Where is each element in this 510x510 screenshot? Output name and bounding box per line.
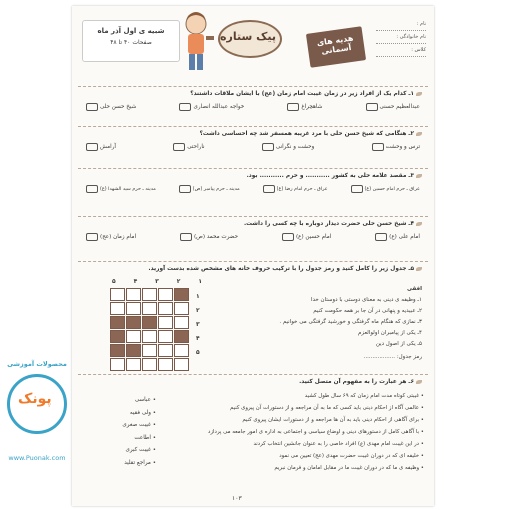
option[interactable] <box>179 185 240 193</box>
option[interactable] <box>372 143 420 151</box>
match-item-text: برای آگاهی از احکام دینی باید به آن ها مراجعه و از دستورات ایشان پیروی کنیم <box>242 417 420 423</box>
question-5 <box>78 261 428 272</box>
crossword-cell[interactable] <box>174 302 189 315</box>
crossword-clues <box>217 284 422 363</box>
checkbox[interactable] <box>351 185 363 193</box>
question-6 <box>78 374 428 385</box>
question-1-options <box>78 97 428 111</box>
match-item[interactable]: • برای آگاهی از احکام دینی باید به آن ها مراجعه و از دستورات ایشان پیروی کنیم <box>242 417 424 423</box>
crossword-cell[interactable] <box>110 358 125 371</box>
match-item-text: با آگاهی کامل از دستورهای دینی و اوضاع سیاسی و اجتماعی به اداره ی امور جامعه می پردازد <box>208 429 420 435</box>
option[interactable] <box>262 143 314 151</box>
crossword-cell[interactable] <box>126 330 141 343</box>
leaf-icon <box>416 222 422 226</box>
row-number: ۲ <box>196 307 200 314</box>
checkbox[interactable] <box>86 185 98 193</box>
crossword-cell-blocked <box>110 344 125 357</box>
crossword-cell-blocked <box>142 316 157 329</box>
crossword-cell[interactable] <box>142 344 157 357</box>
crossword-grid <box>110 288 189 371</box>
divider <box>78 86 428 87</box>
match-answer[interactable]: • غیبت کبری <box>125 447 156 453</box>
column-number: ۳ <box>155 278 159 285</box>
option-label: ترس و وحشت <box>385 144 420 150</box>
crossword-cell[interactable] <box>142 330 157 343</box>
question-text: ۶ـ هر عبارت را به مفهوم آن متصل کنید. <box>299 379 414 385</box>
answer-text: غیبت صغری <box>122 422 151 428</box>
crossword-cell[interactable] <box>158 358 173 371</box>
match-answer[interactable]: • غیبت صغری <box>122 422 156 428</box>
column-number: ۲ <box>176 278 181 285</box>
option[interactable] <box>180 233 238 241</box>
checkbox[interactable] <box>180 233 192 241</box>
answer-text: غیبت کبری <box>125 447 151 453</box>
across-title: افقی <box>406 286 422 292</box>
crossword-cell[interactable] <box>126 358 141 371</box>
banner-title: شبیه ی اول آذر ماه <box>97 27 165 35</box>
option[interactable] <box>263 185 328 193</box>
question-2-options <box>78 137 428 151</box>
crossword-cell-blocked <box>126 316 141 329</box>
crossword-cell[interactable] <box>174 344 189 357</box>
watermark-url: www.Puonak.com <box>8 454 66 462</box>
option-label: مدینه ـ حرم سید الشهدا (ع) <box>100 186 156 192</box>
code-label: رمز جدول: <box>396 354 422 360</box>
answer-text: ولی فقیه <box>129 409 151 416</box>
logo-text: پیک ستاره <box>220 30 276 43</box>
clue: ۱ـ وظیفه ی دینی به معنای دوستی با دوستان خدا <box>310 297 422 303</box>
question-3 <box>78 168 428 193</box>
option[interactable] <box>351 185 420 193</box>
column-number: ۵ <box>112 278 116 285</box>
option-label: شیخ حسن حلی <box>100 104 137 110</box>
row-number: ۴ <box>196 335 200 342</box>
option[interactable] <box>173 143 204 151</box>
question-text: ۱ـ کدام یک از افراد زیر در زمان غیبت امام زمان (عج) با ایشان ملاقات داشتند؟ <box>190 91 414 97</box>
student-info <box>376 18 426 57</box>
question-1 <box>78 86 428 111</box>
question-2 <box>78 126 428 151</box>
match-answer[interactable]: • ولی فقیه <box>129 409 156 416</box>
leaf-icon <box>416 92 422 96</box>
option[interactable] <box>375 233 420 241</box>
option-label: مدینه ـ حرم پیامبر (ص) <box>192 186 240 192</box>
checkbox[interactable] <box>263 185 275 193</box>
divider <box>78 168 428 169</box>
option[interactable] <box>287 103 322 111</box>
clue: ۲ـ عبیدیه و پنهانی در آن جا بر همه حکومت کنیم <box>313 308 422 314</box>
question-text: ۴ـ شیخ حسن حلی حضرت دیدار دوباره با چه کسی را داشت. <box>243 221 414 227</box>
crossword-cell[interactable] <box>142 302 157 315</box>
leaf-icon <box>416 174 422 178</box>
match-item-text: خلیفه ای که در دوران غیبت حضرت مهدی (عج) تعیین می نمود <box>279 453 420 459</box>
watermark-brand-text: پونک <box>18 391 52 407</box>
crossword-cell-blocked <box>174 288 189 301</box>
crossword-cell-blocked <box>110 330 125 343</box>
crossword-cell[interactable] <box>158 316 173 329</box>
banner-pages: صفحات ۴۰ تا ۴۸ <box>110 39 152 46</box>
option-label: حضرت محمد (ص) <box>193 234 239 240</box>
code-row <box>217 352 422 363</box>
question-3-options <box>78 179 428 193</box>
question-text: ۳ـ مقصد علامه حلی به کشور ........... و حرم ........... بود. <box>246 173 414 179</box>
match-item[interactable]: • عالمی آگاه از احکام دینی باید کسی که ما به آن مراجعه و از دستورات آن پیروی کنیم <box>230 405 424 411</box>
divider <box>78 261 428 262</box>
matching-answers <box>86 394 156 469</box>
divider <box>78 216 428 217</box>
question-5-text <box>78 266 428 272</box>
option-label: عراق ـ حرم امام حسین (ع) <box>364 186 420 192</box>
checkbox[interactable] <box>287 103 299 111</box>
crossword-cell[interactable] <box>110 302 125 315</box>
watermark-top-text: محصولات آموزشی <box>7 360 67 368</box>
match-item-text: وظیفه ی ما که در دوران غیبت ما در مقابل امامان و فرمان نبریم <box>274 465 420 471</box>
crossword-cell-blocked <box>110 316 125 329</box>
question-text: ۵ـ جدول زیر را کامل کنید و رمز جدول را با ترکیب حروف خانه های مشخص شده بدست آورید. <box>148 266 414 272</box>
crossword-cell[interactable] <box>126 302 141 315</box>
row-number: ۳ <box>196 321 200 328</box>
crossword-cell[interactable] <box>142 358 157 371</box>
checkbox[interactable] <box>179 103 191 111</box>
question-4-options <box>78 227 428 241</box>
peyk-logo <box>212 12 284 62</box>
checkbox[interactable] <box>262 143 274 151</box>
answer-text: عباسی <box>134 397 151 403</box>
option-label: امام زمان (عج) <box>100 234 137 240</box>
crossword-cell[interactable] <box>142 288 157 301</box>
option-label: امام حسین (ع) <box>295 234 332 240</box>
question-text: ۲ـ هنگامی که شیخ حسن حلی با مرد غریبه همسفر شد چه احساسی داشت؟ <box>199 131 414 137</box>
option[interactable] <box>86 185 156 193</box>
row-number: ۵ <box>196 349 200 356</box>
info-line-family: نام خانوادگی : <box>376 31 426 44</box>
row-number: ۱ <box>196 293 200 300</box>
puonak-watermark <box>2 360 72 510</box>
checkbox[interactable] <box>372 143 384 151</box>
option-label: عبدالعظیم حسنی <box>379 104 420 110</box>
subject-tag: هدیه های آسمانی <box>306 26 366 67</box>
crossword-column-numbers <box>112 278 202 285</box>
crossword-cell[interactable] <box>126 288 141 301</box>
checkbox[interactable] <box>86 233 98 241</box>
match-answer[interactable]: • اطاعت <box>134 434 156 441</box>
checkbox[interactable] <box>179 185 191 193</box>
option-label: امام علی (ع) <box>389 234 420 240</box>
checkbox[interactable] <box>86 143 98 151</box>
leaf-icon <box>416 380 422 384</box>
info-line-name: نام : <box>376 18 426 31</box>
leaf-icon <box>416 267 422 271</box>
match-item-text: در این غیبت امام مهدی (ع) افراد خاصی را به عنوان جانشین انتخاب کردند <box>253 441 420 447</box>
checkbox[interactable] <box>366 103 378 111</box>
leaf-icon <box>416 132 422 136</box>
crossword-cell-blocked <box>126 344 141 357</box>
answer-text: اطاعت <box>134 434 151 441</box>
exam-banner <box>82 20 180 62</box>
option[interactable] <box>179 103 244 111</box>
puonak-logo <box>7 374 67 434</box>
matching-items <box>184 390 424 474</box>
worksheet-header <box>72 6 434 84</box>
crossword-cell[interactable] <box>174 358 189 371</box>
clue: ۳ـ نمازی که هنگام ماه گرفتگی و خورشید گرفتگی می خوانیم . <box>279 319 422 325</box>
option-label: شاهچراغ <box>301 104 323 110</box>
option[interactable] <box>282 233 331 241</box>
crossword-cell[interactable] <box>158 344 173 357</box>
option-label: ناراحتی <box>187 144 205 150</box>
match-item-text: عالمی آگاه از احکام دینی باید کسی که ما به آن مراجعه و از دستورات آن پیروی کنیم <box>230 405 420 411</box>
crossword-cell-blocked <box>174 330 189 343</box>
column-number: ۴ <box>133 278 138 285</box>
option-label: خواجه عبدالله انصاری <box>193 104 245 110</box>
match-item[interactable]: • وظیفه ی ما که در دوران غیبت ما در مقابل امامان و فرمان نبریم <box>274 465 424 471</box>
cartoon-boy-illustration <box>176 10 216 76</box>
crossword-cell[interactable] <box>174 316 189 329</box>
option-label: آرامش <box>100 144 116 150</box>
match-item[interactable]: • با آگاهی کامل از دستورهای دینی و اوضاع سیاسی و اجتماعی به اداره ی امور جامعه می پردازد <box>208 429 424 435</box>
checkbox[interactable] <box>282 233 294 241</box>
crossword-cell[interactable] <box>110 288 125 301</box>
crossword-cell[interactable] <box>158 330 173 343</box>
divider <box>78 374 428 375</box>
code-answer-field[interactable]: .................. <box>363 354 396 360</box>
question-4 <box>78 216 428 241</box>
checkbox[interactable] <box>173 143 185 151</box>
clue: ۴ـ یکی از پیامبران اولوالعزم <box>358 330 422 336</box>
worksheet-page <box>72 6 434 506</box>
option[interactable] <box>86 103 136 111</box>
crossword-row-numbers <box>196 290 200 360</box>
match-answer[interactable]: • عباسی <box>134 397 156 403</box>
option[interactable] <box>86 143 116 151</box>
info-line-class: کلاس : <box>376 44 426 57</box>
divider <box>78 126 428 127</box>
option-label: وحشت و نگرانی <box>275 144 315 150</box>
page-number: ۱۰۳ <box>232 495 242 502</box>
answer-text: مراجع تقلید <box>124 459 151 466</box>
column-number: ۱ <box>198 278 202 285</box>
match-item[interactable]: • خلیفه ای که در دوران غیبت حضرت مهدی (عج) تعیین می نمود <box>279 453 424 459</box>
checkbox[interactable] <box>375 233 387 241</box>
crossword-cell[interactable] <box>158 302 173 315</box>
option-label: عراق ـ حرم امام رضا (ع) <box>276 186 328 192</box>
match-item[interactable]: • غیبتی کوتاه مدت امام زمان که ۶۹ سال طول کشید <box>304 393 424 399</box>
match-answer[interactable]: • مراجع تقلید <box>124 459 156 466</box>
option[interactable] <box>86 233 136 241</box>
match-item[interactable]: • در این غیبت امام مهدی (ع) افراد خاصی را به عنوان جانشین انتخاب کردند <box>253 441 424 447</box>
match-item-text: غیبتی کوتاه مدت امام زمان که ۶۹ سال طول کشید <box>304 393 420 399</box>
checkbox[interactable] <box>86 103 98 111</box>
crossword-cell[interactable] <box>158 288 173 301</box>
question-6-text <box>78 379 428 385</box>
clue: ۵ـ یکی از اصول دین <box>375 341 422 347</box>
option[interactable] <box>366 103 421 111</box>
